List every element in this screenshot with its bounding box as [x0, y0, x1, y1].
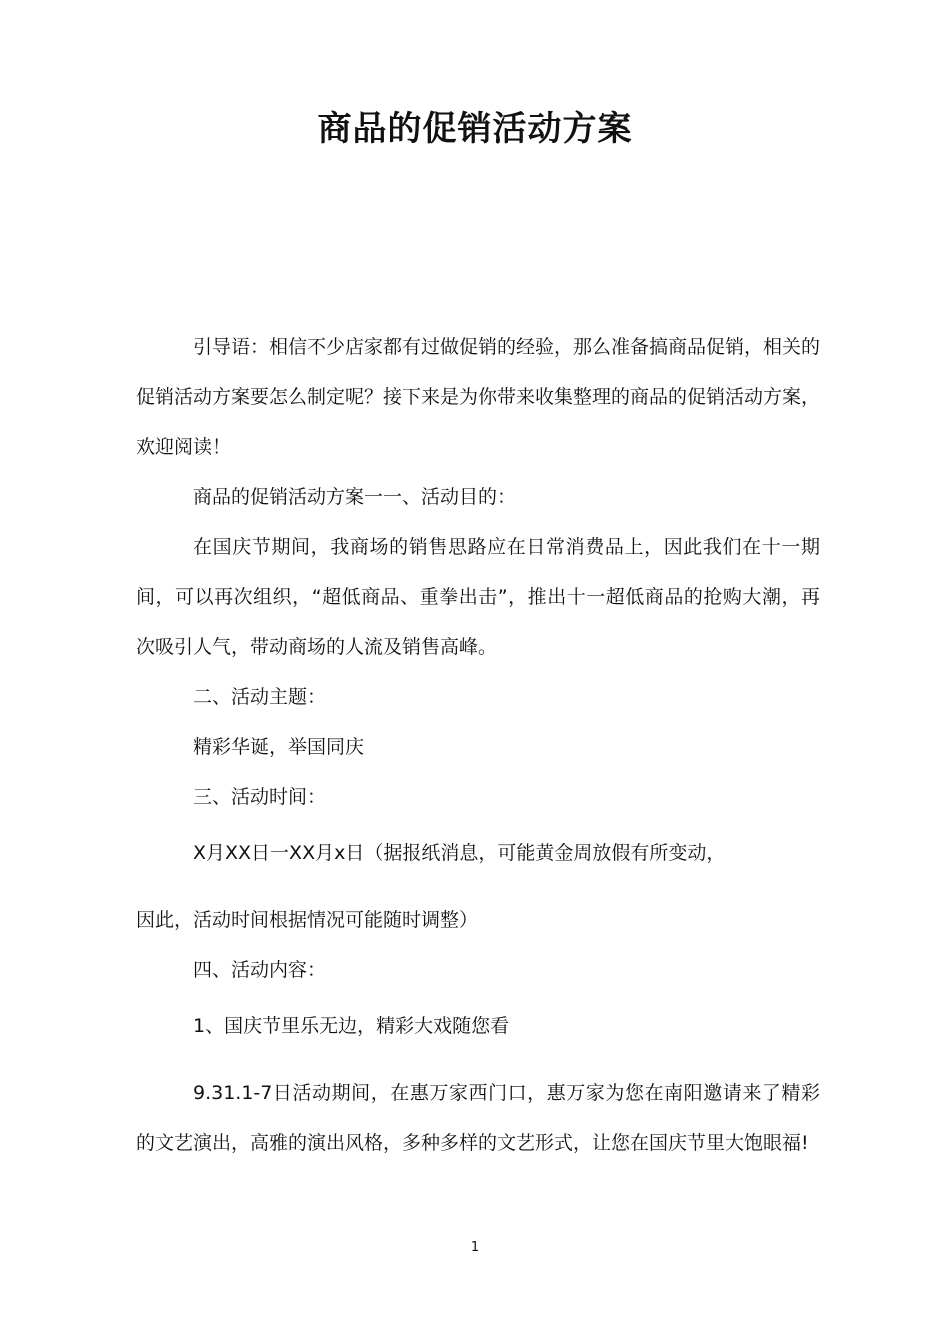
page-number: 1	[470, 1240, 480, 1255]
section-heading-time: 三、活动时间：	[193, 786, 327, 808]
section-heading-purpose: 商品的促销活动方案一一、活动目的：	[193, 486, 517, 508]
section-heading-theme: 二、活动主题：	[193, 686, 327, 708]
content-item-heading: 1、国庆节里乐无边，精彩大戏随您看	[193, 1015, 510, 1037]
document-title: 商品的促销活动方案	[317, 109, 633, 149]
purpose-paragraph: 在国庆节期间，我商场的销售思路应在日常消费品上，因此我们在十一期间，可以再次组织，“超低商品、重拳出击”，推出十一超低商品的抢购大潮，再次吸引人气，带动商场的人流及销售高峰。	[136, 536, 820, 658]
time-paragraph-continued: 因此，活动时间根据情况可能随时调整）	[136, 909, 479, 931]
content-item-paragraph: 9.31.1-7日活动期间，在惠万家西门口，惠万家为您在南阳邀请来了精彩的文艺演出，高雅的演出风格，多种多样的文艺形式，让您在国庆节里大饱眼福!	[136, 1082, 820, 1154]
section-heading-content: 四、活动内容：	[193, 959, 327, 981]
time-paragraph: X月XX日一XX月x日（据报纸消息，可能黄金周放假有所变动，	[193, 842, 726, 864]
intro-paragraph: 引导语：相信不少店家都有过做促销的经验，那么准备搞商品促销，相关的促销活动方案要怎么制定呢？接下来是为你带来收集整理的商品的促销活动方案，欢迎阅读！	[136, 336, 821, 458]
theme-paragraph: 精彩华诞，举国同庆	[193, 736, 365, 758]
